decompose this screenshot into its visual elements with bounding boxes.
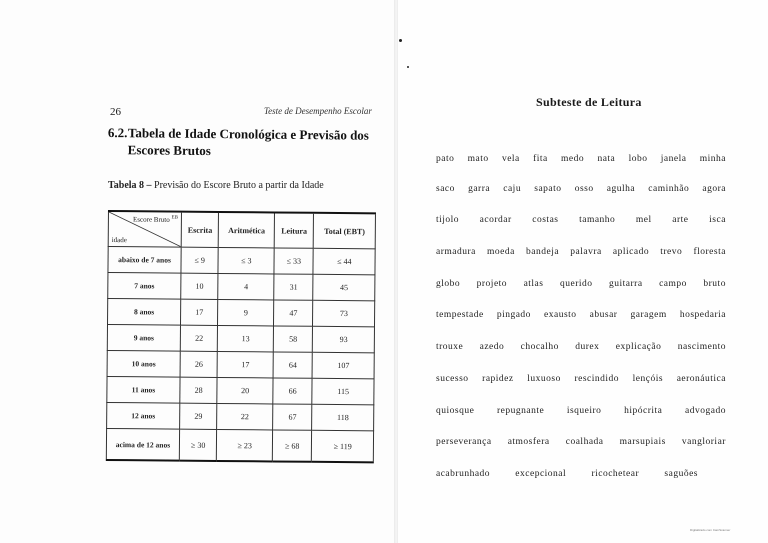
- score-cell: 20: [217, 377, 273, 403]
- score-cell: 115: [312, 378, 374, 405]
- word: nata: [597, 154, 616, 164]
- table-row: [107, 376, 374, 404]
- age-cell: 12 anos: [107, 402, 180, 429]
- word: arte: [672, 215, 689, 225]
- section-title-line1: Tabela de Idade Cronológica e Previsão dos: [127, 125, 369, 143]
- word: pato: [436, 154, 455, 164]
- word: medo: [561, 154, 585, 164]
- table-row: [107, 325, 374, 353]
- word-line: [436, 437, 726, 447]
- word: lençóis: [632, 374, 664, 384]
- header-escrita: Escrita: [181, 212, 219, 248]
- table-row: [107, 350, 374, 378]
- score-cell: ≥ 68: [272, 430, 312, 462]
- word: repugnante: [496, 406, 545, 416]
- score-cell: 93: [313, 326, 375, 353]
- score-cell: ≤ 44: [313, 248, 375, 275]
- word: aeronáutica: [676, 374, 726, 384]
- word: acordar: [479, 215, 512, 225]
- score-cell: 17: [180, 299, 218, 325]
- word: durex: [575, 342, 600, 352]
- word: rescindido: [574, 374, 620, 384]
- word: bruto: [703, 279, 726, 289]
- age-cell: 10 anos: [107, 350, 180, 377]
- score-cell: ≤ 33: [274, 248, 314, 274]
- word: palavra: [570, 247, 602, 257]
- score-cell: 47: [274, 300, 314, 326]
- word: lobo: [628, 154, 648, 164]
- word: campo: [659, 279, 687, 289]
- score-cell: ≥ 119: [312, 430, 374, 462]
- word: trouxe: [436, 342, 464, 352]
- word: isqueiro: [566, 406, 602, 416]
- word: quiosque: [436, 406, 475, 416]
- word-line: [436, 342, 726, 352]
- page-number: 26: [110, 106, 121, 118]
- header-leitura: Leitura: [274, 212, 314, 248]
- scan-speck: [399, 39, 402, 42]
- score-cell: 22: [217, 403, 273, 429]
- word: isca: [709, 215, 726, 225]
- word: coalhada: [565, 437, 604, 447]
- age-cell: 7 anos: [108, 273, 181, 300]
- word: saguões: [664, 469, 698, 479]
- right-page: [396, 0, 768, 543]
- word: agora: [702, 184, 726, 194]
- score-cell: 9: [218, 299, 274, 325]
- word: hipócrita: [624, 406, 663, 416]
- word-line: [436, 154, 726, 164]
- age-cell: 11 anos: [107, 376, 180, 403]
- word: vangloriar: [681, 437, 726, 447]
- score-cell: 22: [180, 325, 218, 351]
- score-cell: 28: [180, 377, 218, 403]
- score-cell: ≤ 9: [181, 247, 219, 273]
- table-row: [108, 247, 375, 275]
- score-cell: 13: [218, 325, 274, 351]
- score-cell: 31: [274, 274, 314, 300]
- word: caju: [503, 184, 522, 194]
- corner-age-label: idade: [111, 236, 127, 245]
- word: floresta: [693, 247, 726, 257]
- word: mato: [467, 154, 489, 164]
- corner-score-label: Escore Bruto $^{EB}$: [132, 215, 178, 224]
- word: mel: [635, 215, 652, 225]
- word: acabrunhado: [436, 469, 491, 479]
- word-line: [436, 310, 726, 320]
- word: trevo: [660, 247, 683, 257]
- word: tamanho: [579, 215, 616, 225]
- score-cell: 10: [181, 273, 219, 299]
- word-line: [436, 184, 726, 194]
- table-row: [106, 428, 373, 462]
- table-row: [108, 273, 375, 301]
- word-line: [436, 279, 726, 289]
- word: atmosfera: [507, 437, 550, 447]
- score-table: [106, 210, 376, 463]
- score-cell: 17: [217, 351, 273, 377]
- table-body: [106, 247, 375, 463]
- age-cell: 8 anos: [108, 299, 181, 326]
- word-line: [436, 247, 726, 257]
- word: garra: [468, 184, 491, 194]
- score-cell: 73: [313, 300, 375, 327]
- word-line: [436, 215, 726, 225]
- word: perseverança: [436, 437, 492, 447]
- word: advogado: [685, 406, 726, 416]
- word: projeto: [476, 279, 508, 289]
- word: ricochetear: [591, 469, 640, 479]
- word: marsupiais: [619, 437, 666, 447]
- header-aritmetica: Aritmética: [219, 212, 275, 248]
- section-title: [108, 124, 376, 161]
- table-caption-text: Previsão do Escore Bruto a partir da Idade: [154, 180, 324, 191]
- word: globo: [436, 279, 461, 289]
- word: luxuoso: [527, 374, 561, 384]
- word: caminhão: [648, 184, 690, 194]
- word: osso: [574, 184, 594, 194]
- word: excepcional: [515, 469, 567, 479]
- word-line: [436, 406, 726, 416]
- age-cell: 9 anos: [107, 325, 180, 352]
- score-cell: ≥ 23: [217, 429, 273, 461]
- word-line: [436, 374, 726, 384]
- word: minha: [699, 154, 726, 164]
- word-line: [436, 469, 698, 479]
- word: atlas: [523, 279, 544, 289]
- word: rapidez: [482, 374, 514, 384]
- score-table-wrapper: [106, 210, 376, 463]
- table-caption: [108, 180, 324, 191]
- scan-speck: [407, 66, 409, 68]
- word: guitarra: [609, 279, 643, 289]
- section-number: 6.2.: [107, 124, 128, 141]
- word: explicação: [615, 342, 662, 352]
- word: pingado: [496, 310, 531, 320]
- table-caption-label: Tabela 8 –: [108, 180, 152, 191]
- score-cell: 58: [273, 326, 313, 352]
- word: azedo: [479, 342, 505, 352]
- age-cell: abaixo de 7 anos: [108, 247, 181, 274]
- score-cell: 64: [273, 352, 313, 378]
- word: sapato: [534, 184, 562, 194]
- table-corner-cell: [108, 211, 181, 247]
- subtest-title: Subteste de Leitura: [536, 95, 642, 109]
- word: hospedaria: [679, 310, 726, 320]
- score-cell: 45: [313, 274, 375, 301]
- word: garagem: [630, 310, 667, 320]
- score-cell: ≥ 30: [179, 429, 217, 461]
- word: sucesso: [436, 374, 469, 384]
- score-cell: 29: [180, 403, 218, 429]
- word: agulha: [606, 184, 636, 194]
- word: chocalho: [520, 342, 559, 352]
- section-title-line2: Escores Brutos: [127, 142, 211, 159]
- table-row: [107, 402, 374, 430]
- word: querido: [559, 279, 593, 289]
- word: fita: [533, 154, 548, 164]
- word: nascimento: [677, 342, 726, 352]
- score-cell: 26: [180, 351, 218, 377]
- age-cell: acima de 12 anos: [106, 428, 179, 460]
- score-cell: 107: [313, 352, 375, 379]
- scanner-watermark: Digitalizado com CamScanner: [690, 528, 731, 532]
- running-head: Teste de Desempenho Escolar: [264, 106, 372, 116]
- word: moeda: [487, 247, 515, 257]
- score-cell: ≤ 3: [218, 247, 274, 273]
- word: janela: [660, 154, 687, 164]
- score-cell: 66: [273, 378, 313, 404]
- score-cell: 4: [218, 273, 274, 299]
- word: tijolo: [436, 215, 460, 225]
- score-cell: 118: [312, 404, 374, 431]
- book-gutter: [394, 0, 398, 543]
- word: bandeja: [526, 247, 560, 257]
- word: aplicado: [612, 247, 650, 257]
- table-row: [108, 299, 375, 327]
- header-total: Total (EBT): [314, 213, 376, 249]
- score-cell: 67: [273, 404, 313, 430]
- word: tempestade: [436, 310, 484, 320]
- word: exausto: [544, 310, 577, 320]
- word: abusar: [589, 310, 618, 320]
- table-header-row: [108, 211, 375, 249]
- word: armadura: [436, 247, 476, 257]
- word: costas: [532, 215, 559, 225]
- word: saco: [436, 184, 455, 194]
- word: vela: [501, 154, 520, 164]
